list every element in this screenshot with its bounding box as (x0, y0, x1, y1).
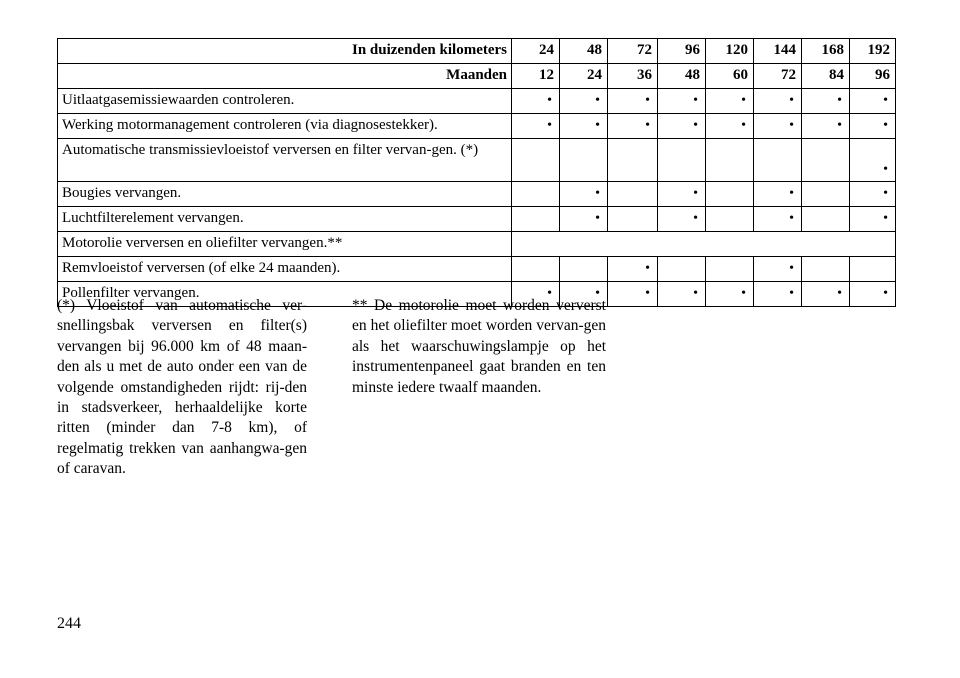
bullet-mark: • (802, 282, 850, 307)
maintenance-schedule-table (57, 38, 896, 307)
bullet-mark: • (512, 89, 560, 114)
empty-cell (608, 139, 658, 182)
empty-cell (512, 139, 560, 182)
month-header-row-value: 60 (706, 64, 754, 89)
month-header-row-value: 36 (608, 64, 658, 89)
bullet-mark: • (608, 257, 658, 282)
service-item-label: Uitlaatgasemissiewaarden controleren. (58, 89, 512, 114)
km-header-row-value: 96 (658, 39, 706, 64)
footnote-transmission-fluid: (*) Vloeistof van automatische ver-snellingsbak verversen en filter(s) vervangen bij 96.000 km of 48 maan-den als u met de auto onder een van de volgende omstandigheden rijdt: rij-den in stadsverkeer, herhaaldelijke korte ritten (minder dan 7-8 km), of regelmatig trekken van aanhangwa-gen of caravan. (57, 297, 307, 478)
bullet-mark: • (754, 207, 802, 232)
table-row (58, 89, 896, 114)
month-header-row (58, 64, 896, 89)
km-header-row-value: 144 (754, 39, 802, 64)
month-header-row-value: 12 (512, 64, 560, 89)
service-item-label: Motorolie verversen en oliefilter vervangen.** (58, 232, 512, 257)
month-header-row-value: 48 (658, 64, 706, 89)
empty-cell (658, 257, 706, 282)
bullet-mark: • (850, 139, 896, 182)
table-row (58, 182, 896, 207)
bullet-mark: • (608, 114, 658, 139)
empty-cell (802, 257, 850, 282)
bullet-mark: • (560, 207, 608, 232)
km-header-row-value: 168 (802, 39, 850, 64)
bullet-mark: • (754, 182, 802, 207)
table-row (58, 257, 896, 282)
bullet-mark: • (754, 282, 802, 307)
service-item-label: Luchtfilterelement vervangen. (58, 207, 512, 232)
bullet-mark: • (850, 282, 896, 307)
service-item-label: Pollenfilter vervangen. (58, 282, 512, 307)
empty-cell (754, 139, 802, 182)
bullet-mark: • (754, 257, 802, 282)
empty-cell (802, 207, 850, 232)
km-header-row-value: 72 (608, 39, 658, 64)
bullet-mark: • (658, 89, 706, 114)
empty-cell (608, 207, 658, 232)
empty-merged-cell (512, 232, 896, 257)
bullet-mark: • (850, 89, 896, 114)
bullet-mark: • (754, 114, 802, 139)
service-item-label: Automatische transmissievloeistof verversen en filter vervan-gen. (*) (58, 139, 512, 182)
bullet-mark: • (658, 207, 706, 232)
footnote-engine-oil: ** De motorolie moet worden ververst en het oliefilter moet worden vervan-gen als het waarschuwingslampje op het instrumentenpaneel gaat branden en ten minste iedere twaalf maanden. (352, 297, 606, 396)
bullet-mark: • (754, 89, 802, 114)
km-header-row-value: 120 (706, 39, 754, 64)
table-row (58, 139, 896, 182)
bullet-mark: • (850, 207, 896, 232)
empty-cell (706, 182, 754, 207)
bullet-mark: • (658, 282, 706, 307)
bullet-mark: • (512, 114, 560, 139)
empty-cell (560, 139, 608, 182)
bullet-mark: • (608, 282, 658, 307)
empty-cell (706, 257, 754, 282)
service-item-label: Remvloeistof verversen (of elke 24 maanden). (58, 257, 512, 282)
empty-cell (706, 139, 754, 182)
bullet-mark: • (706, 282, 754, 307)
bullet-mark: • (608, 89, 658, 114)
service-item-label: Bougies vervangen. (58, 182, 512, 207)
table-row (58, 232, 896, 257)
table-row (58, 114, 896, 139)
page-number: 244 (57, 615, 81, 632)
empty-cell (608, 182, 658, 207)
month-header-row-value: 96 (850, 64, 896, 89)
bullet-mark: • (802, 89, 850, 114)
bullet-mark: • (706, 89, 754, 114)
bullet-mark: • (850, 182, 896, 207)
month-header-row-value: 84 (802, 64, 850, 89)
empty-cell (512, 182, 560, 207)
bullet-mark: • (802, 114, 850, 139)
empty-cell (802, 182, 850, 207)
empty-cell (802, 139, 850, 182)
km-header-row-value: 24 (512, 39, 560, 64)
km-header-row-value: 48 (560, 39, 608, 64)
table-row (58, 207, 896, 232)
km-header-row-value: 192 (850, 39, 896, 64)
empty-cell (512, 257, 560, 282)
empty-cell (706, 207, 754, 232)
bullet-mark: • (658, 182, 706, 207)
month-header-row-value: 72 (754, 64, 802, 89)
month-header-row-value: 24 (560, 64, 608, 89)
bullet-mark: • (560, 282, 608, 307)
service-item-label: Werking motormanagement controleren (via diagnosestekker). (58, 114, 512, 139)
bullet-mark: • (658, 114, 706, 139)
bullet-mark: • (560, 114, 608, 139)
empty-cell (850, 257, 896, 282)
empty-cell (560, 257, 608, 282)
month-header-row-label: Maanden (58, 64, 512, 89)
bullet-mark: • (512, 282, 560, 307)
bullet-mark: • (706, 114, 754, 139)
empty-cell (658, 139, 706, 182)
km-header-row-label: In duizenden kilometers (58, 39, 512, 64)
bullet-mark: • (560, 182, 608, 207)
bullet-mark: • (850, 114, 896, 139)
km-header-row (58, 39, 896, 64)
bullet-mark: • (560, 89, 608, 114)
empty-cell (512, 207, 560, 232)
